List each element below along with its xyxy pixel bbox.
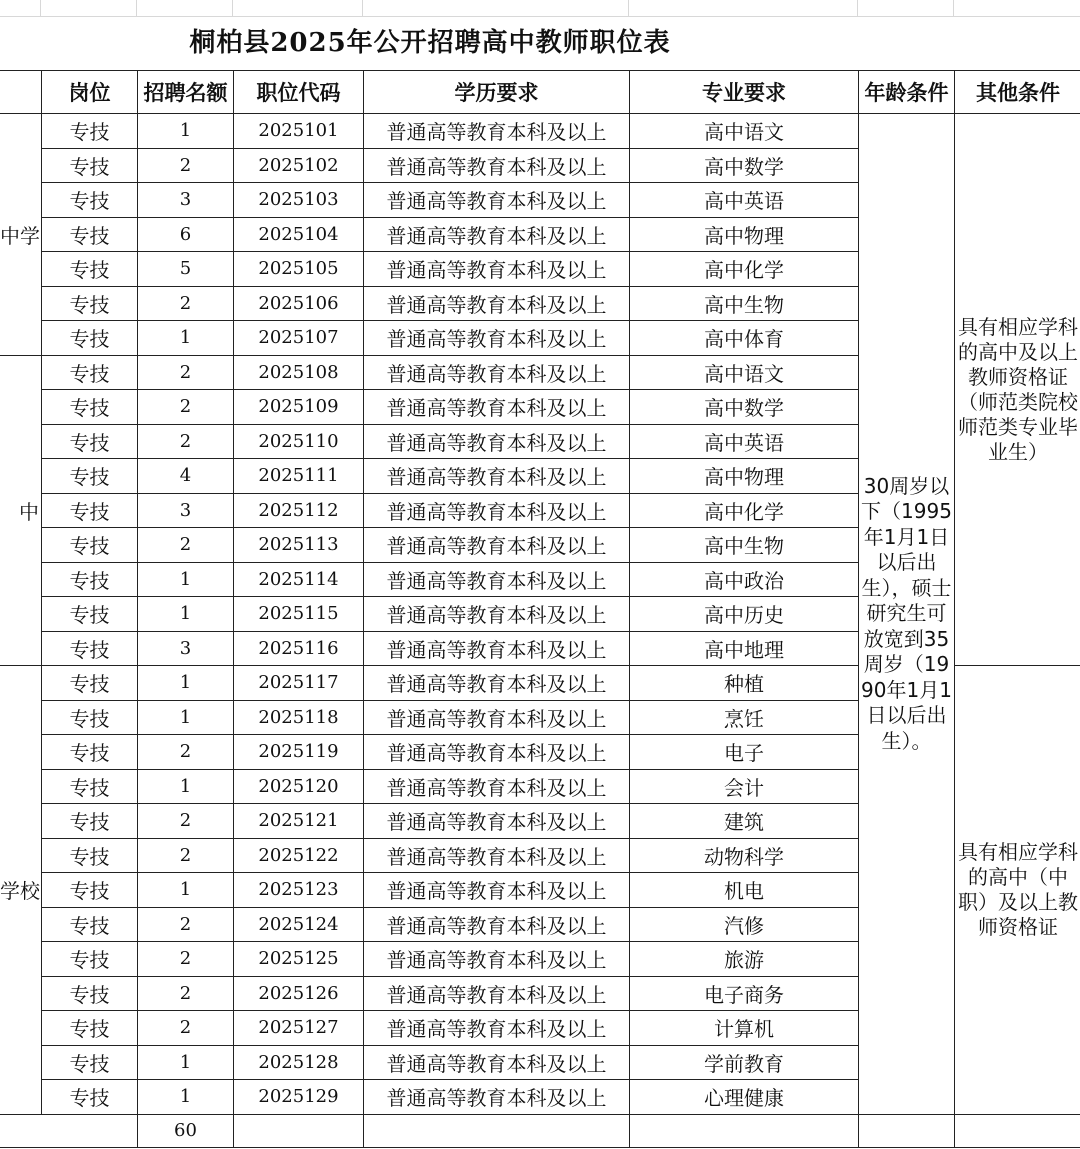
education-cell: 普通高等教育本科及以上 (364, 1045, 630, 1080)
major-cell: 动物科学 (630, 838, 859, 873)
quota-cell: 2 (138, 942, 234, 977)
education-cell: 普通高等教育本科及以上 (364, 735, 630, 770)
school-name-cell (0, 666, 42, 1115)
education-cell: 普通高等教育本科及以上 (364, 493, 630, 528)
total-empty-cell (364, 1114, 630, 1147)
header-education: 学历要求 (364, 71, 630, 114)
code-cell: 2025105 (234, 252, 364, 287)
quota-cell: 2 (138, 148, 234, 183)
code-cell: 2025109 (234, 390, 364, 425)
table-row (0, 114, 1080, 149)
post-cell: 专技 (42, 148, 138, 183)
major-cell: 汽修 (630, 907, 859, 942)
major-cell: 高中数学 (630, 148, 859, 183)
major-cell: 旅游 (630, 942, 859, 977)
page-title: 桐柏县2025年公开招聘高中教师职位表 (189, 28, 671, 58)
school-name-cell (0, 355, 42, 666)
quota-cell: 3 (138, 183, 234, 218)
post-cell: 专技 (42, 528, 138, 563)
post-cell: 专技 (42, 424, 138, 459)
major-cell: 高中数学 (630, 390, 859, 425)
code-cell: 2025124 (234, 907, 364, 942)
other-condition-cell: 具有相应学科的高中及以上教师资格证（师范类院校师范类专业毕业生） (955, 114, 1080, 666)
age-condition-cell: 30周岁以下（1995年1月1日以后出生），硕士研究生可放宽到35周岁（1990年1月1日以后出生）。 (859, 114, 955, 1115)
education-cell: 普通高等教育本科及以上 (364, 183, 630, 218)
code-cell: 2025101 (234, 114, 364, 149)
post-cell: 专技 (42, 597, 138, 632)
major-cell: 高中化学 (630, 493, 859, 528)
education-cell: 普通高等教育本科及以上 (364, 459, 630, 494)
total-blank-cell (0, 1114, 138, 1147)
quota-cell: 2 (138, 976, 234, 1011)
school-name: 中学 (0, 223, 40, 248)
code-cell: 2025104 (234, 217, 364, 252)
code-cell: 2025102 (234, 148, 364, 183)
post-cell: 专技 (42, 631, 138, 666)
major-cell: 高中语文 (630, 355, 859, 390)
post-cell: 专技 (42, 183, 138, 218)
quota-cell: 2 (138, 838, 234, 873)
code-cell: 2025114 (234, 562, 364, 597)
major-cell: 高中生物 (630, 528, 859, 563)
post-cell: 专技 (42, 459, 138, 494)
quota-cell: 1 (138, 562, 234, 597)
quota-cell: 1 (138, 769, 234, 804)
code-cell: 2025127 (234, 1011, 364, 1046)
post-cell: 专技 (42, 114, 138, 149)
major-cell: 高中语文 (630, 114, 859, 149)
major-cell: 学前教育 (630, 1045, 859, 1080)
major-cell: 电子 (630, 735, 859, 770)
quota-cell: 1 (138, 114, 234, 149)
header-quota: 招聘名额 (138, 71, 234, 114)
header-row (0, 71, 1080, 114)
post-cell: 专技 (42, 838, 138, 873)
post-cell: 专技 (42, 493, 138, 528)
education-cell: 普通高等教育本科及以上 (364, 114, 630, 149)
post-cell: 专技 (42, 666, 138, 701)
post-cell: 专技 (42, 873, 138, 908)
education-cell: 普通高等教育本科及以上 (364, 217, 630, 252)
post-cell: 专技 (42, 1045, 138, 1080)
quota-cell: 2 (138, 735, 234, 770)
post-cell: 专技 (42, 769, 138, 804)
major-cell: 高中物理 (630, 459, 859, 494)
education-cell: 普通高等教育本科及以上 (364, 355, 630, 390)
quota-cell: 3 (138, 631, 234, 666)
post-cell: 专技 (42, 942, 138, 977)
education-cell: 普通高等教育本科及以上 (364, 1011, 630, 1046)
header-other: 其他条件 (955, 71, 1080, 114)
post-cell: 专技 (42, 355, 138, 390)
major-cell: 高中英语 (630, 424, 859, 459)
education-cell: 普通高等教育本科及以上 (364, 700, 630, 735)
major-cell: 高中生物 (630, 286, 859, 321)
code-cell: 2025120 (234, 769, 364, 804)
code-cell: 2025110 (234, 424, 364, 459)
education-cell: 普通高等教育本科及以上 (364, 321, 630, 356)
code-cell: 2025116 (234, 631, 364, 666)
education-cell: 普通高等教育本科及以上 (364, 597, 630, 632)
quota-cell: 2 (138, 907, 234, 942)
post-cell: 专技 (42, 252, 138, 287)
major-cell: 计算机 (630, 1011, 859, 1046)
top-grid-row (0, 0, 1080, 17)
education-cell: 普通高等教育本科及以上 (364, 873, 630, 908)
post-cell: 专技 (42, 1080, 138, 1115)
education-cell: 普通高等教育本科及以上 (364, 666, 630, 701)
school-name: 中 (19, 499, 39, 524)
post-cell: 专技 (42, 804, 138, 839)
education-cell: 普通高等教育本科及以上 (364, 390, 630, 425)
header-post: 岗位 (42, 71, 138, 114)
code-cell: 2025125 (234, 942, 364, 977)
total-empty-cell (630, 1114, 859, 1147)
quota-cell: 1 (138, 321, 234, 356)
code-cell: 2025106 (234, 286, 364, 321)
post-cell: 专技 (42, 907, 138, 942)
post-cell: 专技 (42, 286, 138, 321)
quota-cell: 2 (138, 1011, 234, 1046)
education-cell: 普通高等教育本科及以上 (364, 562, 630, 597)
major-cell: 会计 (630, 769, 859, 804)
major-cell: 机电 (630, 873, 859, 908)
post-cell: 专技 (42, 735, 138, 770)
quota-cell: 1 (138, 873, 234, 908)
header-code: 职位代码 (234, 71, 364, 114)
quota-cell: 2 (138, 804, 234, 839)
code-cell: 2025107 (234, 321, 364, 356)
code-cell: 2025117 (234, 666, 364, 701)
education-cell: 普通高等教育本科及以上 (364, 528, 630, 563)
major-cell: 烹饪 (630, 700, 859, 735)
major-cell: 高中体育 (630, 321, 859, 356)
quota-cell: 5 (138, 252, 234, 287)
education-cell: 普通高等教育本科及以上 (364, 286, 630, 321)
education-cell: 普通高等教育本科及以上 (364, 942, 630, 977)
total-empty-cell (955, 1114, 1080, 1147)
total-empty-cell (859, 1114, 955, 1147)
code-cell: 2025111 (234, 459, 364, 494)
quota-cell: 2 (138, 390, 234, 425)
quota-cell: 2 (138, 286, 234, 321)
code-cell: 2025128 (234, 1045, 364, 1080)
post-cell: 专技 (42, 321, 138, 356)
education-cell: 普通高等教育本科及以上 (364, 838, 630, 873)
quota-cell: 2 (138, 355, 234, 390)
total-row (0, 1114, 1080, 1147)
education-cell: 普通高等教育本科及以上 (364, 631, 630, 666)
header-school (0, 71, 42, 114)
major-cell: 高中政治 (630, 562, 859, 597)
major-cell: 高中地理 (630, 631, 859, 666)
education-cell: 普通高等教育本科及以上 (364, 907, 630, 942)
education-cell: 普通高等教育本科及以上 (364, 804, 630, 839)
school-name: 学校 (0, 879, 40, 904)
major-cell: 种植 (630, 666, 859, 701)
quota-cell: 1 (138, 597, 234, 632)
major-cell: 高中英语 (630, 183, 859, 218)
quota-cell: 1 (138, 1045, 234, 1080)
education-cell: 普通高等教育本科及以上 (364, 148, 630, 183)
major-cell: 高中物理 (630, 217, 859, 252)
job-positions-table (0, 70, 1080, 1148)
code-cell: 2025129 (234, 1080, 364, 1115)
other-condition-cell: 具有相应学科的高中（中职）及以上教师资格证 (955, 666, 1080, 1115)
major-cell: 建筑 (630, 804, 859, 839)
header-age: 年龄条件 (859, 71, 955, 114)
total-quota-cell: 60 (138, 1114, 234, 1147)
post-cell: 专技 (42, 562, 138, 597)
code-cell: 2025112 (234, 493, 364, 528)
quota-cell: 3 (138, 493, 234, 528)
school-name-cell (0, 114, 42, 356)
quota-cell: 2 (138, 424, 234, 459)
major-cell: 电子商务 (630, 976, 859, 1011)
quota-cell: 6 (138, 217, 234, 252)
code-cell: 2025115 (234, 597, 364, 632)
code-cell: 2025113 (234, 528, 364, 563)
code-cell: 2025123 (234, 873, 364, 908)
post-cell: 专技 (42, 1011, 138, 1046)
education-cell: 普通高等教育本科及以上 (364, 976, 630, 1011)
code-cell: 2025121 (234, 804, 364, 839)
education-cell: 普通高等教育本科及以上 (364, 1080, 630, 1115)
code-cell: 2025103 (234, 183, 364, 218)
education-cell: 普通高等教育本科及以上 (364, 424, 630, 459)
quota-cell: 2 (138, 528, 234, 563)
code-cell: 2025108 (234, 355, 364, 390)
code-cell: 2025126 (234, 976, 364, 1011)
quota-cell: 1 (138, 700, 234, 735)
post-cell: 专技 (42, 390, 138, 425)
quota-cell: 4 (138, 459, 234, 494)
education-cell: 普通高等教育本科及以上 (364, 769, 630, 804)
major-cell: 心理健康 (630, 1080, 859, 1115)
post-cell: 专技 (42, 976, 138, 1011)
total-empty-cell (234, 1114, 364, 1147)
post-cell: 专技 (42, 700, 138, 735)
code-cell: 2025118 (234, 700, 364, 735)
quota-cell: 1 (138, 666, 234, 701)
header-major: 专业要求 (630, 71, 859, 114)
post-cell: 专技 (42, 217, 138, 252)
code-cell: 2025119 (234, 735, 364, 770)
major-cell: 高中化学 (630, 252, 859, 287)
major-cell: 高中历史 (630, 597, 859, 632)
code-cell: 2025122 (234, 838, 364, 873)
education-cell: 普通高等教育本科及以上 (364, 252, 630, 287)
quota-cell: 1 (138, 1080, 234, 1115)
